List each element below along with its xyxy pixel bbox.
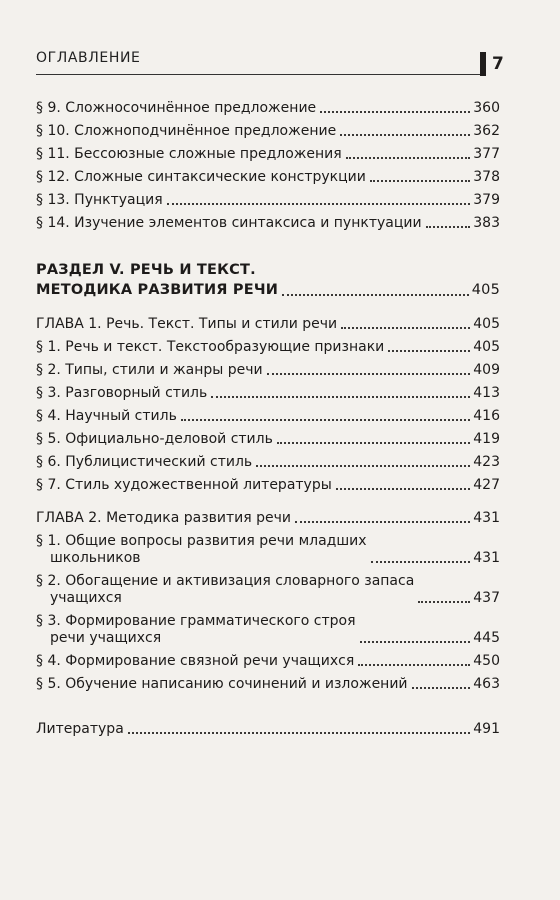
toc-entry-label: § 12. Сложные синтаксические конструкции [36,169,366,185]
dot-leader [340,131,470,136]
dot-leader [295,518,470,523]
toc-entry-page: 409 [473,362,500,378]
toc-entry-page: 431 [473,510,500,526]
toc-entry-label: § 4. Формирование связной речи учащихся [36,653,355,669]
toc-entry-label: § 1. Речь и текст. Текстообразующие признаки [36,339,385,355]
toc-entry-page: 450 [473,653,500,669]
toc-entry[interactable] [36,146,500,163]
toc-entry[interactable] [36,100,500,117]
toc-entry-label: § 9. Сложносочинённое предложение [36,100,317,116]
toc-entry-page: 491 [473,721,500,737]
dot-leader [181,416,470,421]
dot-leader [128,729,470,734]
toc-entry-label-line2: речи учащихся [50,630,162,646]
toc-entry-label: § 4. Научный стиль [36,408,177,424]
dot-leader [388,347,470,352]
dot-leader [360,638,471,643]
toc-entry-page: 427 [473,477,500,493]
toc-entry-page: 423 [473,454,500,470]
toc-entry[interactable] [36,385,500,402]
dot-leader [336,485,470,490]
dot-leader [418,598,470,603]
dot-leader [346,154,471,159]
toc-entry[interactable] [36,169,500,186]
toc-entry-label: § 5. Официально-деловой стиль [36,431,273,447]
dot-leader [282,291,469,296]
dot-leader [211,393,470,398]
header-rule [36,74,480,75]
toc-entry-page: 360 [473,100,500,116]
toc-entry-label: Литература [36,721,124,737]
dot-leader [412,684,471,689]
chapter-title: ГЛАВА 1. Речь. Текст. Типы и стили речи [36,316,338,332]
dot-leader [358,661,470,666]
dot-leader [341,324,470,329]
toc-entry-literature[interactable] [36,721,500,738]
page-number: 7 [492,54,504,74]
chapter-title: ГЛАВА 2. Методика развития речи [36,510,292,526]
toc-entry-label: § 5. Обучение написанию сочинений и изложений [36,676,408,692]
toc-entry-page: 405 [473,316,500,332]
chapter-heading[interactable] [36,510,500,527]
toc-entry-label: § 2. Типы, стили и жанры речи [36,362,263,378]
toc-entry-page: 383 [473,215,500,231]
header-bar-mark [480,52,486,76]
toc-entry-label-line2: учащихся [50,590,122,606]
chapter-heading[interactable] [36,316,500,333]
toc-entry-label: § 10. Сложноподчинённое предложение [36,123,337,139]
table-of-contents [36,100,500,744]
dot-leader [426,223,471,228]
toc-entry-label-line1: § 1. Общие вопросы развития речи младших [36,533,367,549]
toc-entry-page: 431 [473,550,500,566]
header-title: ОГЛАВЛЕНИЕ [36,50,141,66]
toc-entry-label: § 13. Пунктуация [36,192,163,208]
dot-leader [277,439,470,444]
toc-entry[interactable] [36,431,500,448]
section-heading[interactable] [36,260,500,300]
toc-entry[interactable] [36,339,500,356]
toc-entry-label: § 14. Изучение элементов синтаксиса и пунктуации [36,215,422,231]
dot-leader [256,462,470,467]
dot-leader [371,558,471,563]
running-header [36,44,506,74]
toc-entry-page: 413 [473,385,500,401]
toc-entry-page: 405 [473,339,500,355]
toc-entry-page: 419 [473,431,500,447]
toc-entry-page: 416 [473,408,500,424]
toc-entry[interactable] [36,477,500,494]
toc-entry[interactable] [36,533,500,567]
toc-entry-page: 378 [473,169,500,185]
dot-leader [320,108,470,113]
toc-entry-label: § 11. Бессоюзные сложные предложения [36,146,342,162]
dot-leader [267,370,471,375]
toc-entry-page: 405 [471,282,500,298]
section-heading-line1: РАЗДЕЛ V. РЕЧЬ И ТЕКСТ. [36,262,256,278]
toc-entry[interactable] [36,613,500,647]
toc-entry[interactable] [36,408,500,425]
toc-entry[interactable] [36,362,500,379]
toc-entry[interactable] [36,653,500,670]
toc-entry-label-line1: § 2. Обогащение и активизация словарного запаса [36,573,415,589]
toc-entry-page: 377 [473,146,500,162]
toc-entry-page: 437 [473,590,500,606]
toc-entry-label: § 7. Стиль художественной литературы [36,477,332,493]
toc-entry-page: 463 [473,676,500,692]
dot-leader [370,177,470,182]
toc-entry[interactable] [36,676,500,693]
toc-entry-page: 445 [473,630,500,646]
toc-entry-page: 362 [473,123,500,139]
toc-entry-label-line1: § 3. Формирование грамматического строя [36,613,356,629]
toc-entry[interactable] [36,454,500,471]
toc-entry[interactable] [36,215,500,232]
section-heading-line2: МЕТОДИКА РАЗВИТИЯ РЕЧИ [36,282,279,298]
toc-entry[interactable] [36,123,500,140]
toc-entry-page: 379 [473,192,500,208]
toc-entry-label: § 3. Разговорный стиль [36,385,208,401]
dot-leader [167,200,471,205]
toc-entry-label-line2: школьников [50,550,141,566]
toc-entry[interactable] [36,573,500,607]
toc-entry-label: § 6. Публицистический стиль [36,454,253,470]
toc-entry[interactable] [36,192,500,209]
